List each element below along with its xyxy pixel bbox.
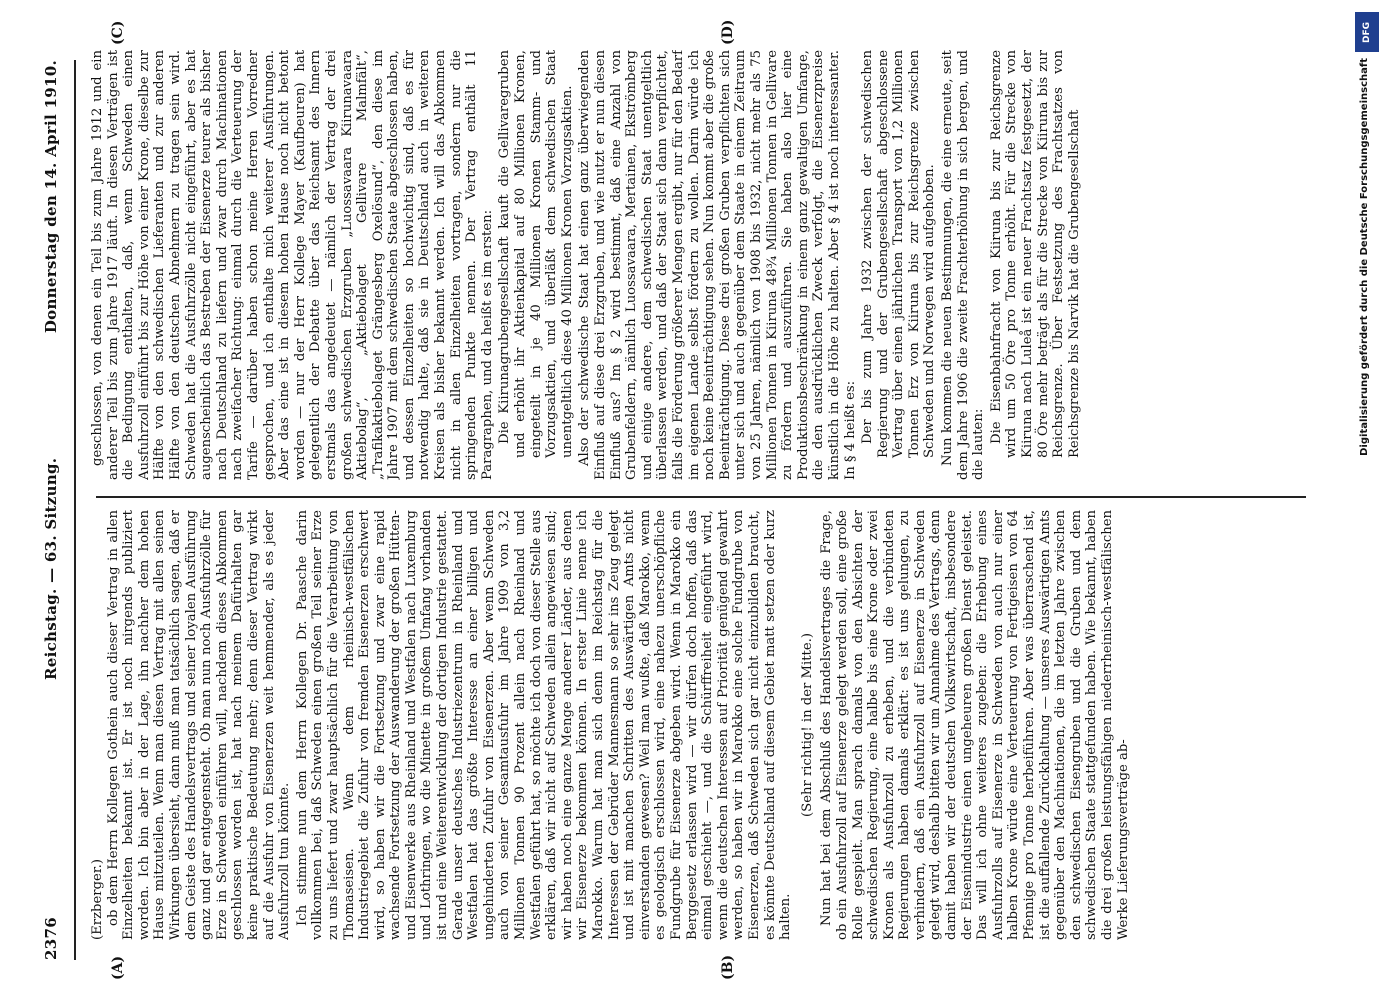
session-date: Donnerstag den 14. April 1910. bbox=[42, 60, 60, 334]
paragraph: ob dem Herrn Kollegen Gothein auch dieser Vertrag in allen Einzelheiten bekannt ist. Er ist noch nirgends publiziert worden. Ich bin aber in der Lage, ihn nachher dem hohen Hause mitzuteilen. Wenn man diesen Vertrag mit allen seinen Wirkungen übersieht, dann muß man tatsächlich sagen, daß er dem Geiste des Handelsvertrags und seiner loyalen Ausführung ganz und gar entgegensteht. Ob man nun noch Ausfuhrzölle für Erze in Schweden einführen will, nachdem dieses Abkommen geschlossen worden ist, hat nach meinem Dafürhalten gar keine praktische Bedeutung mehr; denn dieser Vertrag wirkt auf die Ausfuhr von Eisenerzen weit hemmender, als es jeder Ausfuhrzoll tun könnte. bbox=[105, 510, 293, 940]
quoted-paragraph: Die Kiirunagrubengesellschaft kauft die Gellivaregruben und erhöht ihr Aktienkapital auf 80 Millionen Kronen, eingeteilt in je 40 Millionen Kronen Stamm- und Vorzugsaktien, und überläßt dem schwedischen Staat unentgeltlich diese 40 Millionen Kronen Vorzugsaktien. bbox=[497, 50, 575, 458]
column-divider bbox=[96, 496, 1306, 498]
dfg-logo: DFG bbox=[1355, 12, 1379, 52]
margin-label-c: (C) bbox=[110, 20, 126, 45]
speaker-name: (Erzberger.) bbox=[90, 858, 105, 940]
page-header bbox=[28, 60, 76, 960]
page-number: 2376 bbox=[42, 917, 60, 960]
right-column bbox=[90, 50, 1300, 480]
paragraph: geschlossen, von denen ein Teil bis zum Jahre 1912 und ein anderer Teil bis zum Jahre 1917 läuft. In diesen Verträgen ist die Bedingung enthalten, daß, wenn Schweden einen Ausfuhrzoll einführt bis zur Höhe von einer Krone, dieselbe zur Hälfte von den schwedischen Lieferanten und zur anderen Hälfte von den deutschen Abnehmern zu tragen sein wird. Schweden hat die Ausfuhrzölle nicht eingeführt, aber es hat augenscheinlich das Bestreben der Eisenerze teurer als bisher nach Deutschland zu liefern und zwar durch Machinationen nach zweifacher Richtung: einmal durch die Verteuerung der Tarife — darüber haben schon meine Herren Vorredner gesprochen, und ich enthalte mich weiterer Ausführungen. Aber das eine ist in diesem hohen Hause noch nicht betont worden — nur der Herr Kollege Mayer (Kaufbeuren) hat gelegentlich der Debatte über das Reichsamt des Innern erstmals das angedeutet — nämlich der Vertrag der drei großen schwedischen Erzgruben „Luossavaara Kiirunavaara Aktiebolag“, „Aktiebolaget Gellivare Malmfält“, „Trafikaktiebolaget Grängesberg Oxelösund“, den diese im Jahre 1907 mit dem schwedischen Staate abgeschlossen haben, und dessen Einzelheiten so hochwichtig sind, daß es für notwendig halte, daß sie in Deutschland auch in weiteren Kreisen als bisher bekannt werden. Ich will das Abkommen nicht in allen Einzelheiten vortragen, sondern nur die springenden Punkte nennen. Der Vertrag enthält 11 Paragraphen, und da heißt es im ersten: bbox=[90, 50, 495, 480]
margin-label-a: (A) bbox=[110, 955, 126, 980]
paragraph: Also der schwedische Staat hat einen ganz überwiegenden Einfluß auf diese drei Erzgruben, und wie nutzt er nun diesen Einfluß aus? Im § 2 wird bestimmt, daß eine Anzahl von Grubenfeldern, nämlich Luossavaara, Mertainen, Ekströmberg und einige andere, dem schwedischen Staat unentgeltlich überlassen werden, und daß der Staat sich dann verpflichtet, falls die Förderung größerer Mengen ergibt, nur für den Bedarf im eigenen Lande selbst fördern zu wollen. Darin würde ich noch keine Beeinträchtigung sehen. Nun kommt aber die große Beeinträchtigung. Diese drei großen Gruben verpflichten sich unter sich und auch gegenüber dem Staate in einem Zeitraum von 25 Jahren, nämlich von 1908 bis 1932, nicht mehr als 75 Millionen Tonnen in Kiiruna 48¾ Millionen Tonnen in Gellivare zu fördern und auszuführen. Sie haben also hier eine Produktionsbeschränkung in einem ganz gewaltigen Umfange, die den ausdrücklichen Zweck verfolgt, die Eisenerzpreise künstlich in die Höhe zu halten. Aber § 4 ist noch interessanter. In § 4 heißt es: bbox=[577, 50, 858, 480]
paragraph: Ich stimme nun dem Herrn Kollegen Dr. Paasche darin vollkommen bei, daß Schweden einen großen Teil seiner Erze zu uns liefert und zwar hauptsächlich für die Verarbeitung von Thomaseisen. Wenn dem rheinisch-westfälischen Industriegebiet die Zufuhr von fremden Eisenerzen erschwert wird, so haben wir die Fortsetzung und zwar eine rapid wachsende Fortsetzung der Auswanderung der großen Hütten- und Eisenwerke aus Rheinland und Westfalen nach Luxemburg und Lothringen, wo die Minette in großem Umfang vorhanden ist und eine Weiterentwicklung der dortigen Industrie gestattet. Gerade unser deutsches Industriezentrum in Rheinland und Westfalen hat das größte Interesse an einer billigen und ungehinderten Zufuhr von Eisenerzen. Aber wenn Schweden auch von seiner Gesamtausfuhr im Jahre 1909 von 3,2 Millionen Tonnen 90 Prozent allein nach Rheinland und Westfalen geführt hat, so möchte ich doch von dieser Stelle aus erklären, daß wir nicht auf Schweden allein angewiesen sind; wir haben noch eine ganze Menge anderer Länder, aus denen wir Eisenerze bekommen können. In erster Linie nenne ich Marokko. Warum hat man sich denn im Reichstag für die Interessen der Gebrüder Mannesmann so sehr ins Zeug gelegt und ist mit manchen Schritten des Auswärtigen Amts nicht einverstanden gewesen? Weil man wußte, daß Marokko, wenn es geologisch erschlossen wird, eine nahezu unerschöpfliche Fundgrube für Eisenerze abgeben wird. Wenn in Marokko ein Berggesetz erlassen wird — wir dürfen doch hoffen, daß das einmal geschieht —, und die Schürffreiheit eingeführt wird, wenn die deutschen Interessen auf Priorität genügend gewahrt werden, so haben wir in Marokko eine solche Fundgrube von Eisenerzen, daß Schweden sich gar nicht einzubilden braucht, es könnte Deutschland auf diesem Gebiet matt setzen oder kurz halten. bbox=[294, 510, 794, 940]
margin-label-d: (D) bbox=[720, 19, 736, 45]
dfg-sidebar bbox=[1355, 6, 1379, 986]
session-title: Reichstag. — 63. Sitzung. bbox=[42, 457, 60, 680]
left-column bbox=[90, 510, 1300, 940]
paragraph: Nun kommen die neuen Bestimmungen, die eine erneute, seit dem Jahre 1906 die zweite Frachterhöhung in sich bergen, und die lauten: bbox=[940, 50, 987, 480]
dfg-note: Digitalisierung gefördert durch die Deutsche Forschungsgemeinschaft bbox=[1359, 58, 1370, 456]
paragraph: Nun hat bei dem Abschluß des Handelsvertrages die Frage, ob ein Ausfuhrzoll auf Eisenerze gelegt werden soll, eine große Rolle gespielt. Man sprach damals von den Absichten der schwedischen Regierung, eine halbe bis eine Krone oder zwei Kronen als Ausfuhrzoll zu erheben, und die verbündeten Regierungen haben damals erklärt: es ist uns gelungen, zu verhindern, daß ein Ausfuhrzoll auf Eisenerze in Schweden gelegt wird, deshalb bitten wir um Annahme des Vertrags, denn damit haben wir der deutschen Volkswirtschaft, insbesondere der Eisenindustrie einen ungeheuren großen Dienst geleistet. Das will ich ohne weiteres zugeben: die Erhebung eines Ausfuhrzolls auf Eisenerze in Schweden von auch nur einer halben Krone würde eine Verteuerung von Fertigeisen von 64 Pfennige pro Tonne herbeiführen. Aber was überraschend ist, ist die auffallende Zurückhaltung — unseres Auswärtigen Amts gegenüber den Machinationen, die im letzten Jahre zwischen den schwedischen Eisengruben und die Gruben und dem schwedischen Staate stattgefunden haben. Wie bekannt, haben die drei großen leistungsfähigen niederrheinisch-westfälischen Werke Lieferungsverträge ab- bbox=[819, 510, 1131, 940]
quoted-paragraph: Der bis zum Jahre 1932 zwischen der schwedischen Regierung und der Grubengesellschaft abgeschlossene Vertrag über einen jährlichen Transport von 1,2 Millionen Tonnen Erz von Kiiruna bis zur Reichsgrenze zwischen Schweden und Norwegen wird aufgehoben. bbox=[860, 50, 938, 458]
quoted-paragraph: Die Eisenbahnfracht von Kiiruna bis zur Reichsgrenze wird um 50 Öre pro Tonne erhöht. Für die Strecke von Kiiruna nach Luleå ist ein neuer Frachtsatz festgesetzt, der 80 Öre mehr beträgt als für die Strecke von Kiiruna bis zur Reichsgrenze. Über Festsetzung des Frachtsatzes von Reichsgrenze bis Narvik hat die Grubengesellschaft bbox=[988, 50, 1082, 458]
margin-label-b: (B) bbox=[720, 954, 736, 980]
interjection: (Sehr richtig! in der Mitte.) bbox=[799, 633, 815, 817]
